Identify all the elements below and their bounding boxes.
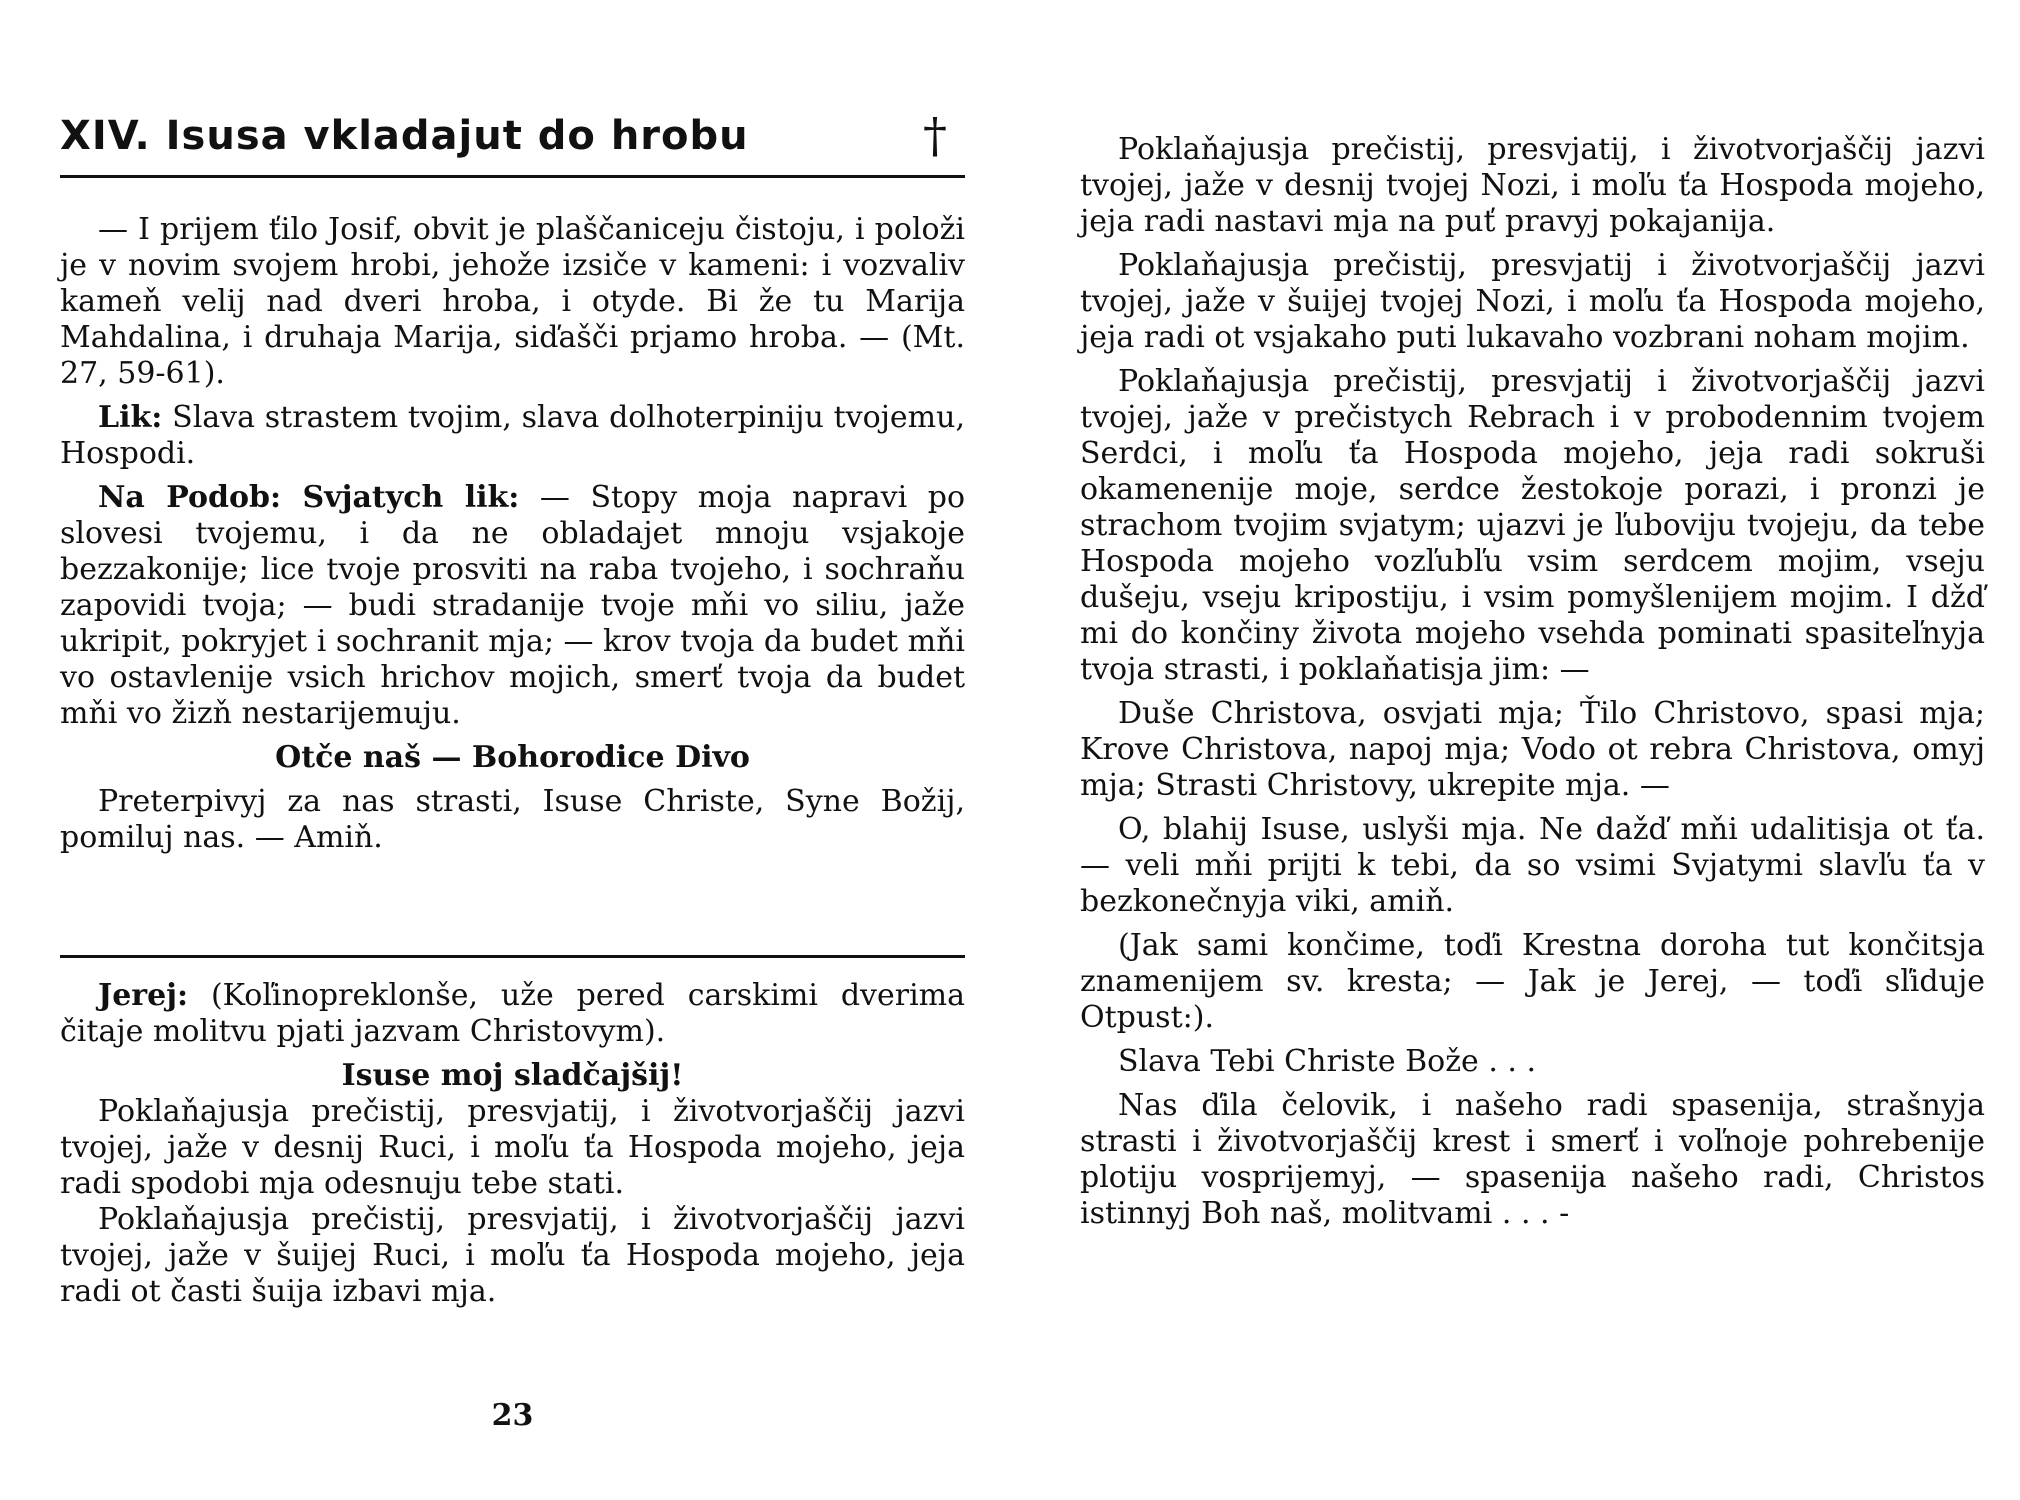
page-number: 23: [491, 1398, 534, 1433]
prayer-block: [60, 978, 965, 1310]
blahij-isuse-paragraph: O, blahij Isuse, uslyši mja. Ne dažď mňi udalitisja ot ťa. — veli mňi prijti k tebi, da so vsimi Svjatymi slavľu ťa v bezkonečnyja viki, amiň.: [1080, 812, 1985, 919]
duse-christova-paragraph: Duše Christova, osvjati mja; Ťilo Christovo, spasi mja; Krove Christova, napoj mja; Vodo ot rebra Christova, omyj mja; Strasti Christovy, ukrepite mja. —: [1080, 696, 1985, 803]
poklanajusja-paragraph-3: Poklaňajusja prečistij, presvjatij, i životvorjaščij jazvi tvojej, jaže v desnij tvojej Nozi, i moľu ťa Hospoda mojeho, jeja radi nastavi mja na puť pravyj pokajanija.: [1080, 132, 1985, 239]
jerej-text: (Koľinopreklonše, uže pered carskimi dverima čitaje molitvu pjati jazvam Christovym).: [60, 978, 965, 1049]
section-divider: [60, 955, 965, 958]
slava-tebi-line: Slava Tebi Christe Bože . . .: [1118, 1044, 1537, 1079]
chapter-title: XIV. Isusa vkladajut do hrobu: [60, 113, 749, 159]
gospel-passage: — I prijem ťilo Josif, obvit je plaščaniceju čistoju, i položi je v novim svojem hrobi, jehože izsiče v kameni: i vozvaliv kameň velij nad dveri hroba, i otyde. Bi že tu Marija Mahdalina, i druhaja Marija, siďašči prjamo hroba. — (Mt. 27, 59-61).: [60, 212, 965, 391]
poklanajusja-paragraph-2: Poklaňajusja prečistij, presvjatij, i životvorjaščij jazvi tvojej, jaže v šuijej Ruci, i moľu ťa Hospoda mojeho, jeja radi ot časti šuija izbavi mja.: [60, 1202, 965, 1309]
lik-label: Lik:: [98, 400, 163, 435]
poklanajusja-paragraph-5: Poklaňajusja prečistij, presvjatij i životvorjaščij jazvi tvojej, jaže v prečistych Rebrach i v probodennim tvojem Serdci, i moľu ťa Hospoda mojeho, jeja radi sokruši okamenenije moje, serdce žestokoje porazi, i pronzi je strachom tvojim svjatym; ujazvi je ľuboviju tvojeju, da tebe Hospoda mojeho vozľubľu vsim serdcem mojim, vseju dušeju, vseju kripostiju, i vsim pomyšlenijem mojim. I džď mi do končiny života mojeho vsehda pominati spasiteľnyja tvoja strasti, i poklaňatisja jim: —: [1080, 364, 1985, 687]
cross-icon: †: [923, 108, 947, 164]
lik-text: Slava strastem tvojim, slava dolhoterpiniju tvojemu, Hospodi.: [60, 400, 965, 471]
poklanajusja-paragraph-1: Poklaňajusja prečistij, presvjatij, i životvorjaščij jazvi tvojej, jaže v desnij Ruci, i moľu ťa Hospoda mojeho, jeja radi spodobi mja odesnuju tebe stati.: [60, 1094, 965, 1201]
lik-paragraph: [60, 400, 965, 472]
left-page: [60, 0, 965, 1500]
jerej-label: Jerej:: [98, 978, 189, 1013]
right-page: [1080, 0, 1985, 1500]
poklanajusja-paragraph-4: Poklaňajusja prečistij, presvjatij i životvorjaščij jazvi tvojej, jaže v šuijej tvojej Nozi, i moľu ťa Hospoda mojeho, jeja radi ot vsjakaho puti lukavaho vozbrani noham mojim.: [1080, 248, 1985, 355]
chapter-header: [60, 108, 965, 164]
otpust-paragraph: Nas ďila čelovik, i našeho radi spasenija, strašnyja strasti i životvorjaščij krest i smerť i voľnoje pohrebenije plotiju vosprijemyj, — spasenija našeho radi, Christos istinnyj Boh naš, molitvami . . . -: [1080, 1088, 1985, 1231]
podob-text: — Stopy moja napravi po slovesi tvojemu, i da ne obladajet mnoju vsjakoje bezzakonije; lice tvoje prosviti na raba tvojeho, i sochraňu zapovidi tvoja; — budi stradanije tvoje mňi vo siliu, jaže ukripit, pokryjet i sochranit mja; — krov tvoja da budet mňi vo ostavlenije vsich hrichov mojich, smerť tvoja da budet mňi vo žizň nestarijemuju.: [60, 480, 965, 731]
jerej-paragraph: [60, 978, 965, 1050]
right-text-block: [1080, 132, 1985, 1232]
otce-heading: Otče naš — Bohorodice Divo: [275, 740, 750, 775]
rubric-paragraph: (Jak sami končime, toďi Krestna doroha tut končitsja znamenijem sv. kresta; — Jak je Jerej, — toďi sľiduje Otpust:).: [1080, 928, 1985, 1035]
isuse-heading: Isuse moj sladčajšij!: [341, 1058, 684, 1093]
podob-label: Na Podob: Svjatych lik:: [98, 480, 520, 515]
preterpivyj-paragraph: Preterpivyj za nas strasti, Isuse Christe, Syne Božij, pomiluj nas. — Amiň.: [60, 784, 965, 855]
podob-paragraph: [60, 480, 965, 732]
title-divider: [60, 175, 965, 178]
gospel-passage-block: [60, 212, 965, 856]
